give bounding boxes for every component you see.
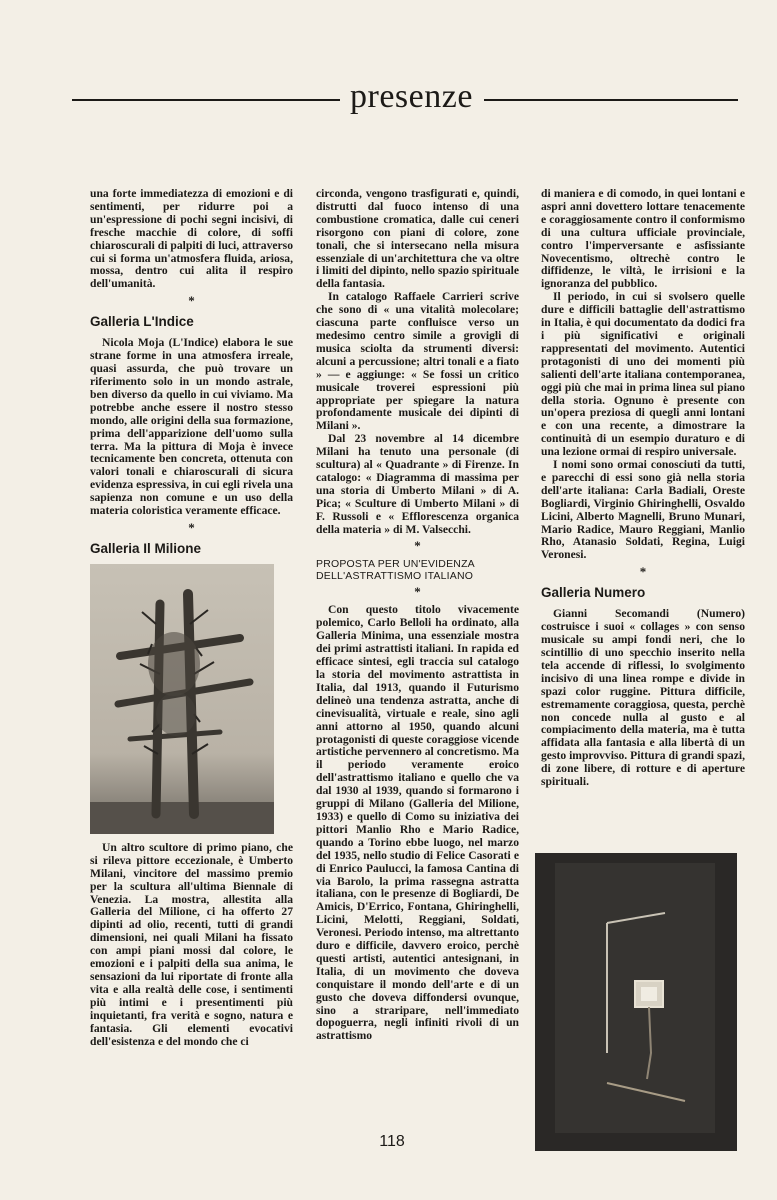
sculpture-illustration xyxy=(90,564,274,834)
heading-galleria-milione: Galleria Il Milione xyxy=(90,540,202,556)
collage-illustration xyxy=(535,853,737,1151)
col2-paragraph-3: Dal 23 novembre al 14 dicembre Milani ha tenuto una personale (di scultura) al « Quadrante » di Firenze. In catalogo: « Diagramma di massima per una storia di Umberto Milani » di A. Pica; « Sculture di Umberto Milani » di F. Russoli e « Efflorescenza organica della materia » di M. Valsecchi. xyxy=(316,432,519,536)
section-separator: * xyxy=(188,293,195,309)
section-separator: * xyxy=(188,519,195,535)
subheading-proposta: PROPOSTA PER UN'EVIDENZA DELL'ASTRATTISMO ITALIANO xyxy=(316,558,475,583)
column-3 xyxy=(541,188,745,789)
header-rule-right xyxy=(484,99,738,101)
col1-paragraph-1: una forte immediatezza di emozioni e di sentimenti, per ridurre poi a un'espressione di pochi segni incisivi, di fresche macchie di colore, di soffi chiaroscurali di palpiti di luci, attraverso cui si forma un'atmosfera fluida, ariosa, mossa, dentro cui alita il respiro dell'umanità. xyxy=(90,187,293,291)
col3-paragraph-4: Gianni Secomandi (Numero) costruisce i suoi « collages » con senso musicale su ampi fondi neri, che lo scintillio di uno specchio inserito nella tela accende di riflessi, lo svolgimento incisivo di una linea rompe e divide in spazi color ruggine. Pittura difficile, estremamente coraggiosa, questa, perchè non concede nulla al gusto e al compiacimento della materia, ma è tutta affidata alla fantasia e alla libertà di un gesto improvviso. Pittura di grandi spazi, di zone libere, di rotture e di aperture spirituali. xyxy=(541,607,745,789)
section-separator: * xyxy=(414,584,421,600)
column-2 xyxy=(316,188,519,1043)
page-number: 118 xyxy=(379,1133,405,1150)
collage-photo xyxy=(535,853,737,1151)
section-separator: * xyxy=(639,564,647,580)
section-separator: * xyxy=(414,538,421,554)
col3-paragraph-3: I nomi sono ormai conosciuti da tutti, e parecchi di essi sono già nella storia dell'arte italiana: Carla Badiali, Oreste Bogliardi, Virginio Ghiringhelli, Osvaldo Licini, Alberto Magnelli, Bruno Munari, Mario Radice, Mauro Reggiani, Manlio Rho, Atanasio Soldati, Regina, Luigi Veronesi. xyxy=(541,458,745,562)
col3-paragraph-2: Il periodo, in cui si svolsero quelle dure e difficili battaglie dell'astrattismo in Italia, è qui documentato da dodici fra i più significativi e originali rappresentati del movimento. Autentici protagonisti di uno dei momenti più salienti dell'arte italiana contemporanea, oggi più che mai in prima linea sul piano della storia. Ognuno è presente con un'opera preziosa di quegli anni lontani e con una recente, a dimostrare la continuità di un esempio duraturo e di una lezione ormai di respiro universale. xyxy=(541,290,745,459)
sculpture-photo xyxy=(90,564,274,834)
col2-paragraph-4: Con questo titolo vivacemente polemico, Carlo Belloli ha ordinato, alla Galleria Minima, una essenziale mostra dei primi astrattisti italiani. In rapida ed efficace sintesi, egli traccia sul catalogo la storia del movimento astrattista in Italia, dal 1913, quando il Futurismo delineò una tendenza astratta, anche di cinevisualità, virtuale e reale, sino agli anni attorno al 1950, quando alcuni protagonisti di queste coraggiose vicende artistiche pervennero al concretismo. Ma il periodo veramente eroico dell'astrattismo italiano e quello che va dal 1930 al 1939, quando si formarono i gruppi di Milano (Galleria del Milione, 1933) e quello di Como su iniziativa dei pittori Manlio Rho e Mario Radice, quando a Torino ebbe luogo, nel marzo del 1935, nello studio di Felice Casorati e di Enrico Paulucci, la famosa Cantina di via Barolo, la prima rassegna astratta italiana, con le presenze di Bogliardi, De Amicis, D'Errico, Fontana, Ghiringhelli, Licini, Melotti, Reggiani, Soldati, Veronesi. Periodo intenso, ma altrettanto duro e difficile, davvero eroico, perchè questi artisti, autentici antesignani, in Italia, di un movimento che doveva conquistare il mondo dell'arte e di un gusto che doveva diffondersi ovunque, sino a straripare, nell'immediato dopoguerra, negli infiniti rivoli di un astrattismo xyxy=(316,603,519,1043)
col1-paragraph-3: Un altro scultore di primo piano, che si rileva pittore eccezionale, è Umberto Milani, vincitore del massimo premio per la scultura all'ultima Biennale di Venezia. La mostra, allestita alla Galleria del Milione, ci ha offerto 27 dipinti ad olio, recenti, tutti di grandi dimensioni, nei quali Milani ha fissato con ampi piani mossi dal colore, le emozioni e i palpiti della sua anima, le sensazioni da lui riportate di fronte alla vita e alla realtà delle cose, i sentimenti più intimi e i presentimenti più inquietanti, fra verità e sogno, natura e fantasia. Gli elementi evocativi dell'esistenza e del mondo che ci xyxy=(90,840,293,1048)
column-1 xyxy=(90,188,293,1048)
header-rule-left xyxy=(72,99,340,101)
heading-galleria-numero: Galleria Numero xyxy=(541,585,646,601)
heading-galleria-indice: Galleria L'Indice xyxy=(90,314,194,330)
section-header: presenze xyxy=(350,78,473,115)
col2-paragraph-1: circonda, vengono trasfigurati e, quindi, distrutti dal fuoco intenso di una combustione cromatica, dalle cui ceneri risorgono con piani di colore, zone tonali, che si intersecano nella misura essenziale di un'architettura che va oltre i limiti del dipinto, nello spazio spirituale della fantasia. xyxy=(316,187,519,291)
col3-paragraph-1: di maniera e di comodo, in quei lontani e aspri anni dovettero lottare tenacemente e coraggiosamente contro il conformismo di una cultura ufficiale provinciale, contro l'imperversante e asfissiante Novecentismo, oltrechè contro le diffidenze, le viltà, le irrisioni e la ignoranza del pubblico. xyxy=(541,187,745,291)
col1-paragraph-2: Nicola Moja (L'Indice) elabora le sue strane forme in una atmosfera irreale, quasi assurda, che può trovare un riferimento solo in un mondo astrale, ben diverso da quello in cui viviamo. Ma potrebbe anche essere il nostro stesso mondo, alle origini della sua formazione, prima dell'apparizione dell'uomo sulla terra. Ma la pittura di Moja è invece tecnicamente ben concreta, ottenuta con valori tonali e chiaroscurali di sicura evidenza espressiva, in cui egli rivela una sapienza non comune e un uso della materia coloristica veramente efficace. xyxy=(90,336,293,518)
col2-paragraph-2: In catalogo Raffaele Carrieri scrive che sono di « una vitalità molecolare; ciascuna parte confluisce verso un medesimo centro simile a grovigli di musica sciolta da strumenti diversi: alcuni a percussione; altri tonali e a fiato » — e aggiunge: « Se fossi un critico musicale troverei espressioni più appropriate per spiegare la natura profondamente musicale dei dipinti di Milani ». xyxy=(316,290,519,433)
